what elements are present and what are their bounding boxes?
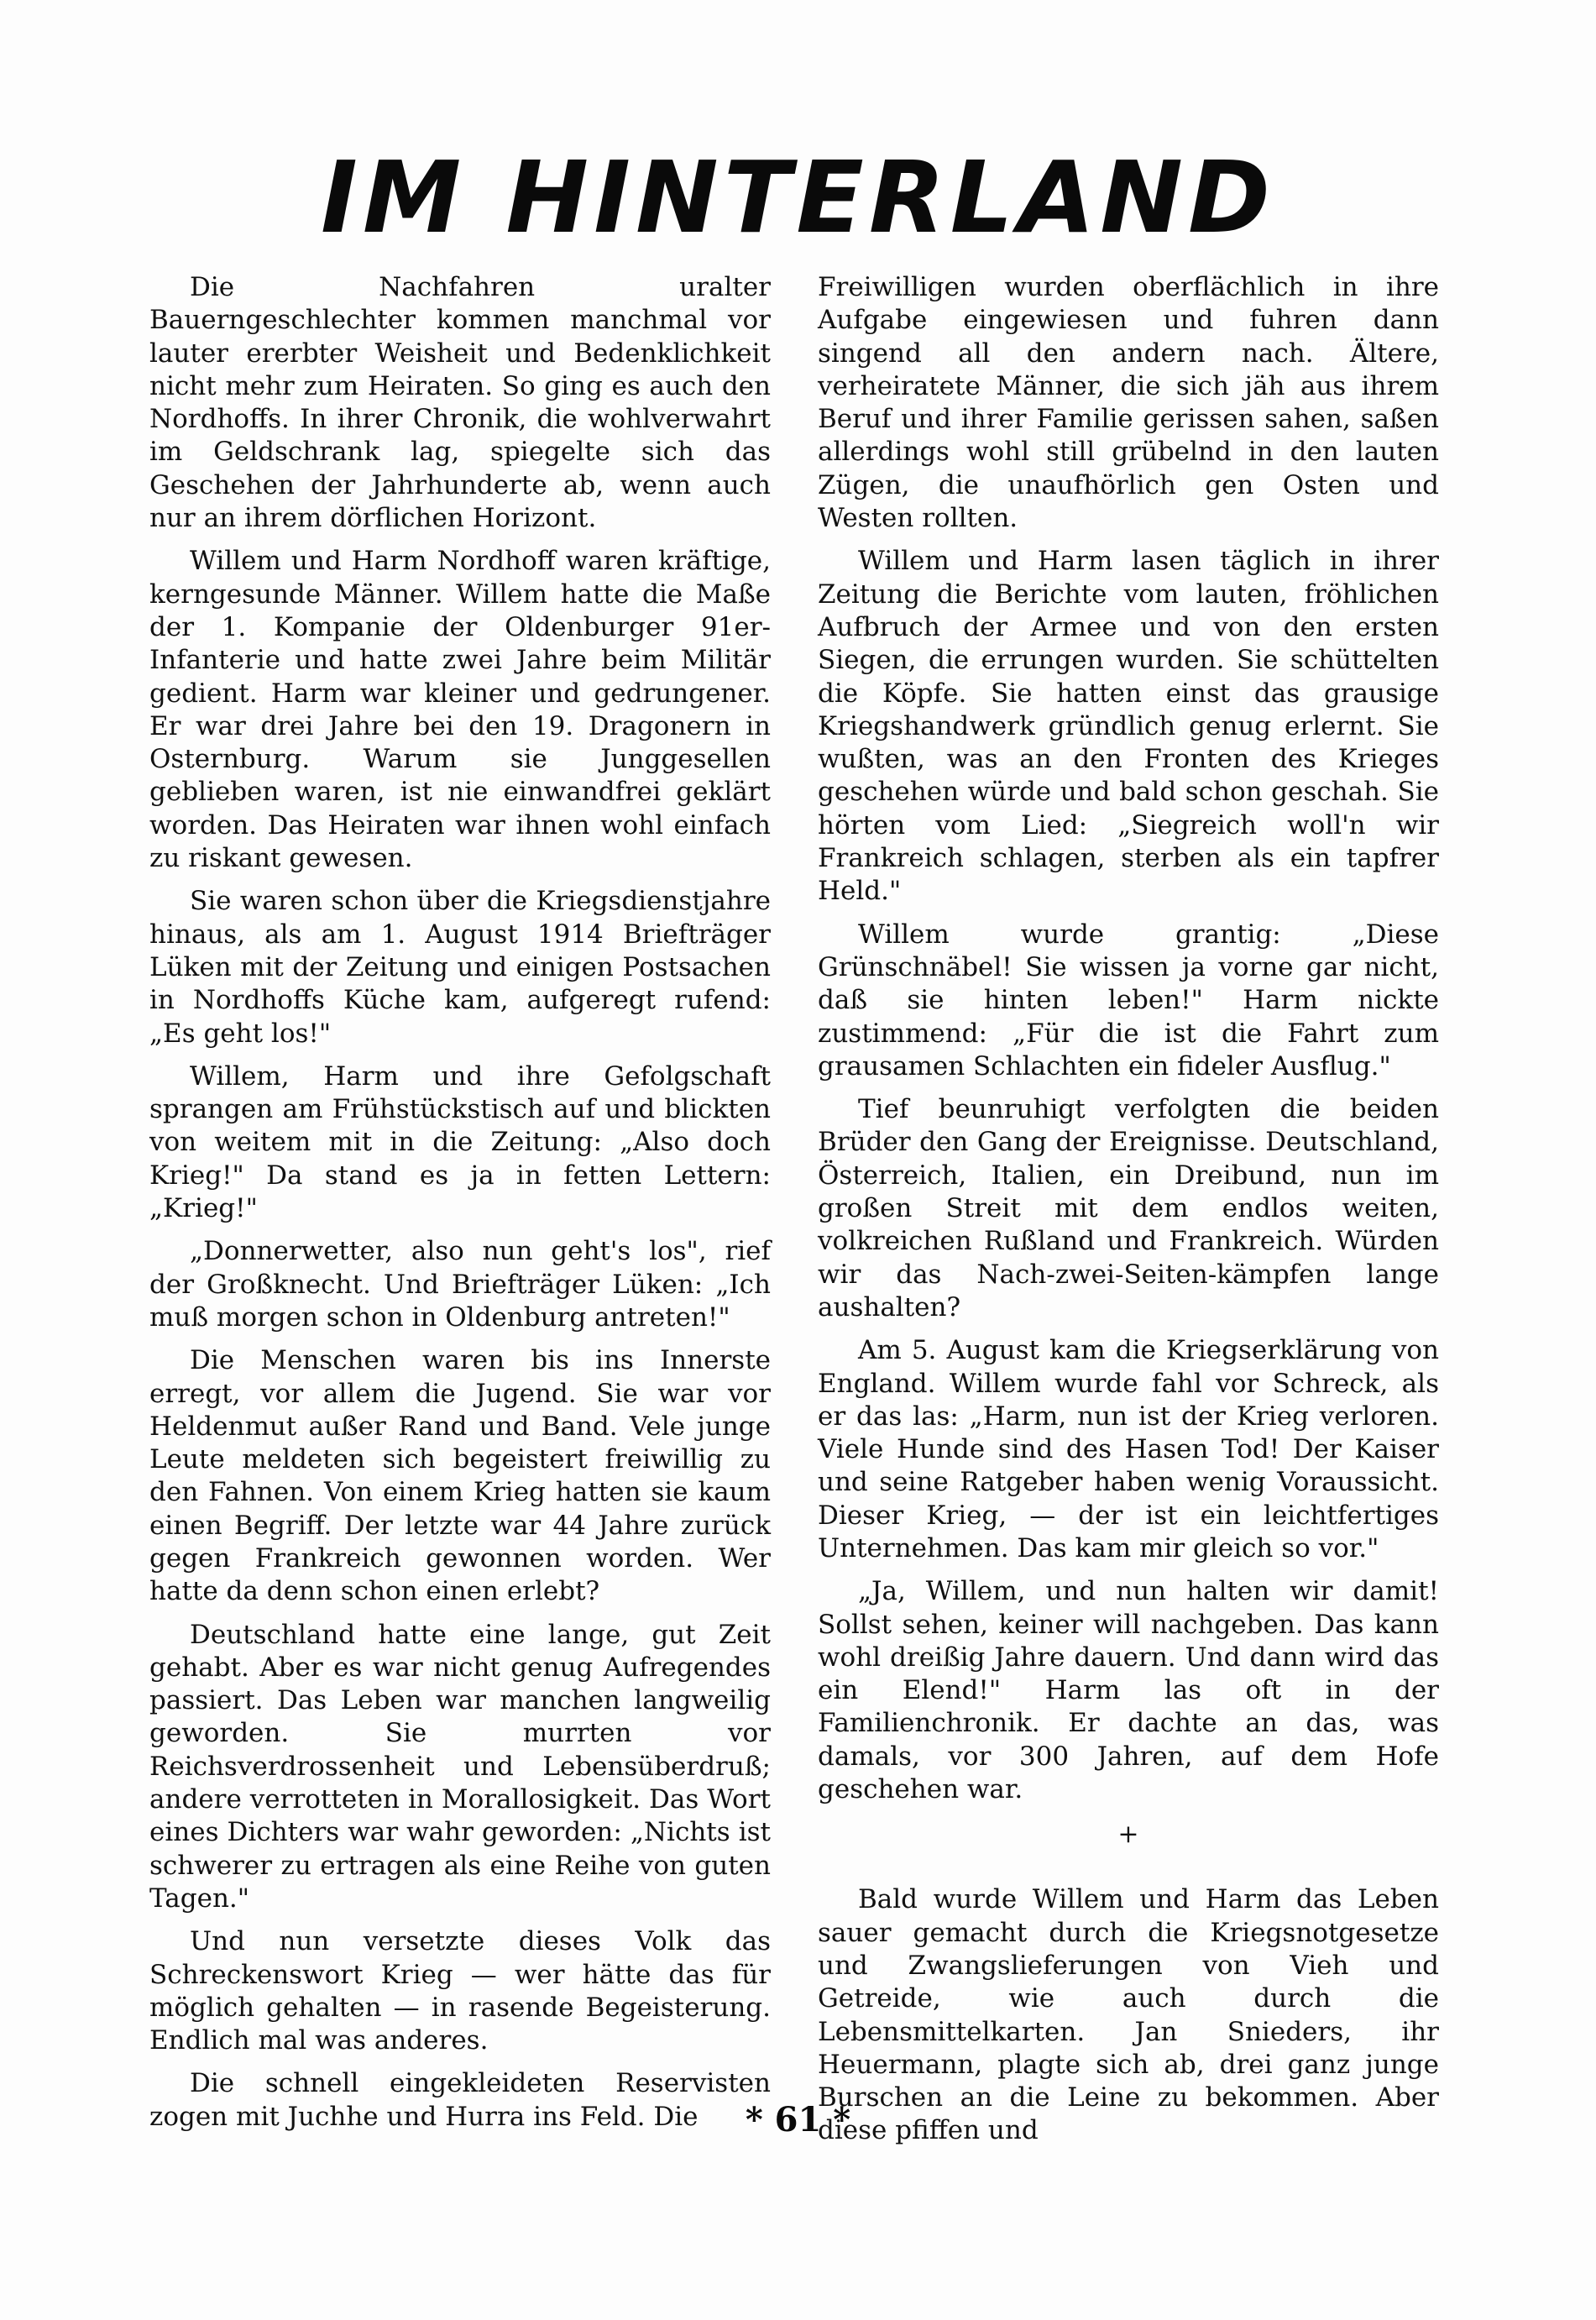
paragraph: Willem und Harm lasen täglich in ihrer Zeitung die Berichte vom lauten, fröhlichen Aufbruch der Armee und von den ersten Siegen, die errungen wurden. Sie schüttelten die Köpfe. Sie hatten einst das grausige Kriegshandwerk gründlich genug erlernt. Sie wußten, was an den Fronten des Krieges geschehen würde und bald schon geschah. Sie hörten vom Lied: „Siegreich woll'n wir Frankreich schlagen, sterben als ein tapfrer Held." (818, 546, 1439, 907)
page-number: * 61 * (745, 2100, 851, 2139)
page-title: IM HINTERLAND (320, 139, 1275, 255)
paragraph: Bald wurde Willem und Harm das Leben sauer gemacht durch die Kriegsnotgesetze und Zwangslieferungen von Vieh und Getreide, wie auch durch die Lebensmittelkarten. Jan Snieders, ihr Heuermann, plagte sich ab, drei ganz junge Burschen an die Leine zu bekommen. Aber diese pfiffen und (818, 1884, 1439, 2146)
paragraph: Willem und Harm Nordhoff waren kräftige, kerngesunde Männer. Willem hatte die Maße der 1. Kompanie der Oldenburger 91er-Infanterie und hatte zwei Jahre beim Militär gedient. Harm war kleiner und gedrungener. Er war drei Jahre bei den 19. Dragonern in Osternburg. Warum sie Junggesellen geblieben waren, ist nie einwandfrei geklärt worden. Das Heiraten war ihnen wohl einfach zu riskant gewesen. (149, 546, 771, 874)
paragraph: Am 5. August kam die Kriegserklärung von England. Willem wurde fahl vor Schreck, als er das las: „Harm, nun ist der Krieg verloren. Viele Hunde sind des Hasen Tod! Der Kaiser und seine Ratgeber haben wenig Voraussicht. Dieser Krieg, — der ist ein leichtfertiges Unternehmen. Das kam mir gleich so vor." (818, 1335, 1439, 1563)
paragraph: Willem wurde grantig: „Diese Grünschnäbel! Sie wissen ja vorne gar nicht, daß sie hinten leben!" Harm nickte zustimmend: „Für die ist die Fahrt zum grausamen Schlachten ein fideler Ausflug." (818, 919, 1439, 1081)
paragraph: „Donnerwetter, also nun geht's los", rief der Großknecht. Und Briefträger Lüken: „Ich muß morgen schon in Oldenburg antreten!" (149, 1236, 771, 1333)
paragraph: Sie waren schon über die Kriegsdienstjahre hinaus, als am 1. August 1914 Briefträger Lüken mit der Zeitung und einigen Postsachen in Nordhoffs Küche kam, aufgeregt rufend: „Es geht los!" (149, 886, 771, 1049)
paragraph: Und nun versetzte dieses Volk das Schreckenswort Krieg — wer hätte das für möglich gehalten — in rasende Begeisterung. Endlich mal was anderes. (149, 1926, 771, 2056)
paragraph: Tief beunruhigt verfolgten die beiden Brüder den Gang der Ereignisse. Deutschland, Österreich, Italien, ein Dreibund, nun im großen Streit mit dem endlos weiten, volkreichen Rußland und Frankreich. Würden wir das Nach-zwei-Seiten-kämpfen lange aushalten? (818, 1094, 1439, 1322)
text-column-right (818, 271, 1439, 2158)
paragraph: Die Menschen waren bis ins Innerste erregt, vor allem die Jugend. Sie war vor Heldenmut außer Rand und Band. Vele junge Leute meldeten sich begeistert freiwillig zu den Fahnen. Von einem Krieg hatten sie kaum einen Begriff. Der letzte war 44 Jahre zurück gegen Frankreich gewonnen worden. Wer hatte da denn schon einen erlebt? (149, 1345, 771, 1607)
section-divider: + (1117, 1820, 1139, 1850)
paragraph: Deutschland hatte eine lange, gut Zeit gehabt. Aber es war nicht genug Aufregendes passiert. Das Leben war manchen langweilig geworden. Sie murrten vor Reichsverdrossenheit und Lebensüberdruß; andere verrotteten in Morallosigkeit. Das Wort eines Dichters war wahr geworden: „Nichts ist schwerer zu ertragen als eine Reihe von guten Tagen." (149, 1619, 771, 1914)
paragraph: Die schnell eingekleideten Reservisten zogen mit Juchhe und Hurra ins Feld. Die (149, 2068, 771, 2132)
paragraph: Willem, Harm und ihre Gefolgschaft sprangen am Frühstückstisch auf und blickten von weitem mit in die Zeitung: „Also doch Krieg!" Da stand es ja in fetten Lettern: „Krieg!" (149, 1060, 771, 1224)
paragraph: „Ja, Willem, und nun halten wir damit! Sollst sehen, keiner will nachgeben. Das kann wohl dreißig Jahre dauern. Und dann wird das ein Elend!" Harm las oft in der Familienchronik. Er dachte an das, was damals, vor 300 Jahren, auf dem Hofe geschehen war. (818, 1576, 1439, 1805)
paragraph: Die Nachfahren uralter Bauerngeschlechter kommen manchmal vor lauter ererbter Weisheit und Bedenklichkeit nicht mehr zum Heiraten. So ging es auch den Nordhoffs. In ihrer Chronik, die wohlverwahrt im Geldschrank lag, spiegelte sich das Geschehen der Jahrhunderte ab, wenn auch nur an ihrem dörflichen Horizont. (149, 272, 771, 534)
paragraph: Freiwilligen wurden oberflächlich in ihre Aufgabe eingewiesen und fuhren dann singend all den andern nach. Ältere, verheiratete Männer, die sich jäh aus ihrem Beruf und ihrer Familie gerissen sahen, saßen allerdings wohl still grübelnd in den lauten Zügen, die unaufhörlich gen Osten und Westen rollten. (818, 272, 1439, 534)
text-column-left (149, 271, 771, 2144)
